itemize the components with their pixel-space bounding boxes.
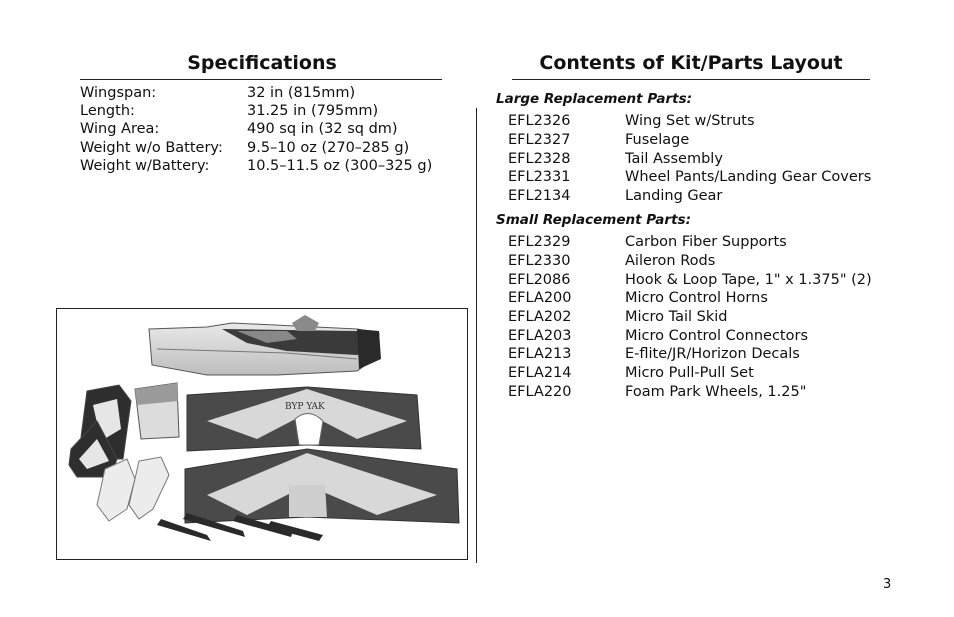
specifications-rule [80, 79, 442, 80]
part-description: Micro Tail Skid [625, 309, 728, 325]
tail-assembly-part [135, 383, 179, 439]
page-number: 3 [883, 577, 892, 592]
spec-value: 9.5–10 oz (270–285 g) [247, 140, 410, 156]
part-code: EFLA220 [508, 384, 572, 400]
part-code: EFLA200 [508, 290, 572, 306]
part-code: EFL2326 [508, 113, 571, 129]
wing-set-part [187, 387, 421, 451]
part-description: Landing Gear [625, 188, 723, 204]
part-code: EFL2134 [508, 188, 571, 204]
specifications-heading: Specifications [187, 52, 337, 74]
contents-rule [512, 79, 870, 80]
spec-value: 10.5–11.5 oz (300–325 g) [247, 158, 433, 174]
spec-label: Weight w/Battery: [80, 158, 210, 174]
part-description: Hook & Loop Tape, 1" x 1.375" (2) [625, 272, 872, 288]
spec-label: Weight w/o Battery: [80, 140, 223, 156]
wing-decal-text: BYP YAK [285, 402, 325, 412]
spec-value: 31.25 in (795mm) [247, 103, 379, 119]
spec-value: 32 in (815mm) [247, 85, 356, 101]
part-code: EFL2327 [508, 132, 571, 148]
part-code: EFLA213 [508, 346, 572, 362]
spec-label: Length: [80, 103, 135, 119]
part-description: Micro Control Horns [625, 290, 768, 306]
large-parts-heading: Large Replacement Parts: [496, 91, 693, 107]
part-description: Wheel Pants/Landing Gear Covers [625, 169, 872, 185]
part-code: EFL2330 [508, 253, 571, 269]
small-parts-heading: Small Replacement Parts: [496, 212, 691, 228]
part-description: Wing Set w/Struts [625, 113, 755, 129]
part-description: Fuselage [625, 132, 690, 148]
part-description: Micro Control Connectors [625, 328, 808, 344]
part-description: E-flite/JR/Horizon Decals [625, 346, 800, 362]
spec-label: Wing Area: [80, 121, 160, 137]
part-code: EFL2328 [508, 151, 571, 167]
part-description: Carbon Fiber Supports [625, 234, 787, 250]
fuselage-part [149, 315, 381, 375]
part-code: EFL2086 [508, 272, 571, 288]
part-description: Micro Pull-Pull Set [625, 365, 754, 381]
column-divider [476, 108, 477, 563]
part-code: EFLA214 [508, 365, 572, 381]
part-code: EFLA202 [508, 309, 572, 325]
part-description: Foam Park Wheels, 1.25" [625, 384, 807, 400]
kit-parts-illustration [57, 309, 467, 559]
wing-bottom-part [185, 449, 459, 523]
spec-value: 490 sq in (32 sq dm) [247, 121, 398, 137]
part-code: EFL2331 [508, 169, 571, 185]
kit-parts-photo [56, 308, 468, 560]
part-code: EFLA203 [508, 328, 572, 344]
part-code: EFL2329 [508, 234, 571, 250]
part-description: Tail Assembly [625, 151, 723, 167]
spec-label: Wingspan: [80, 85, 157, 101]
part-description: Aileron Rods [625, 253, 716, 269]
contents-heading: Contents of Kit/Parts Layout [539, 52, 843, 74]
